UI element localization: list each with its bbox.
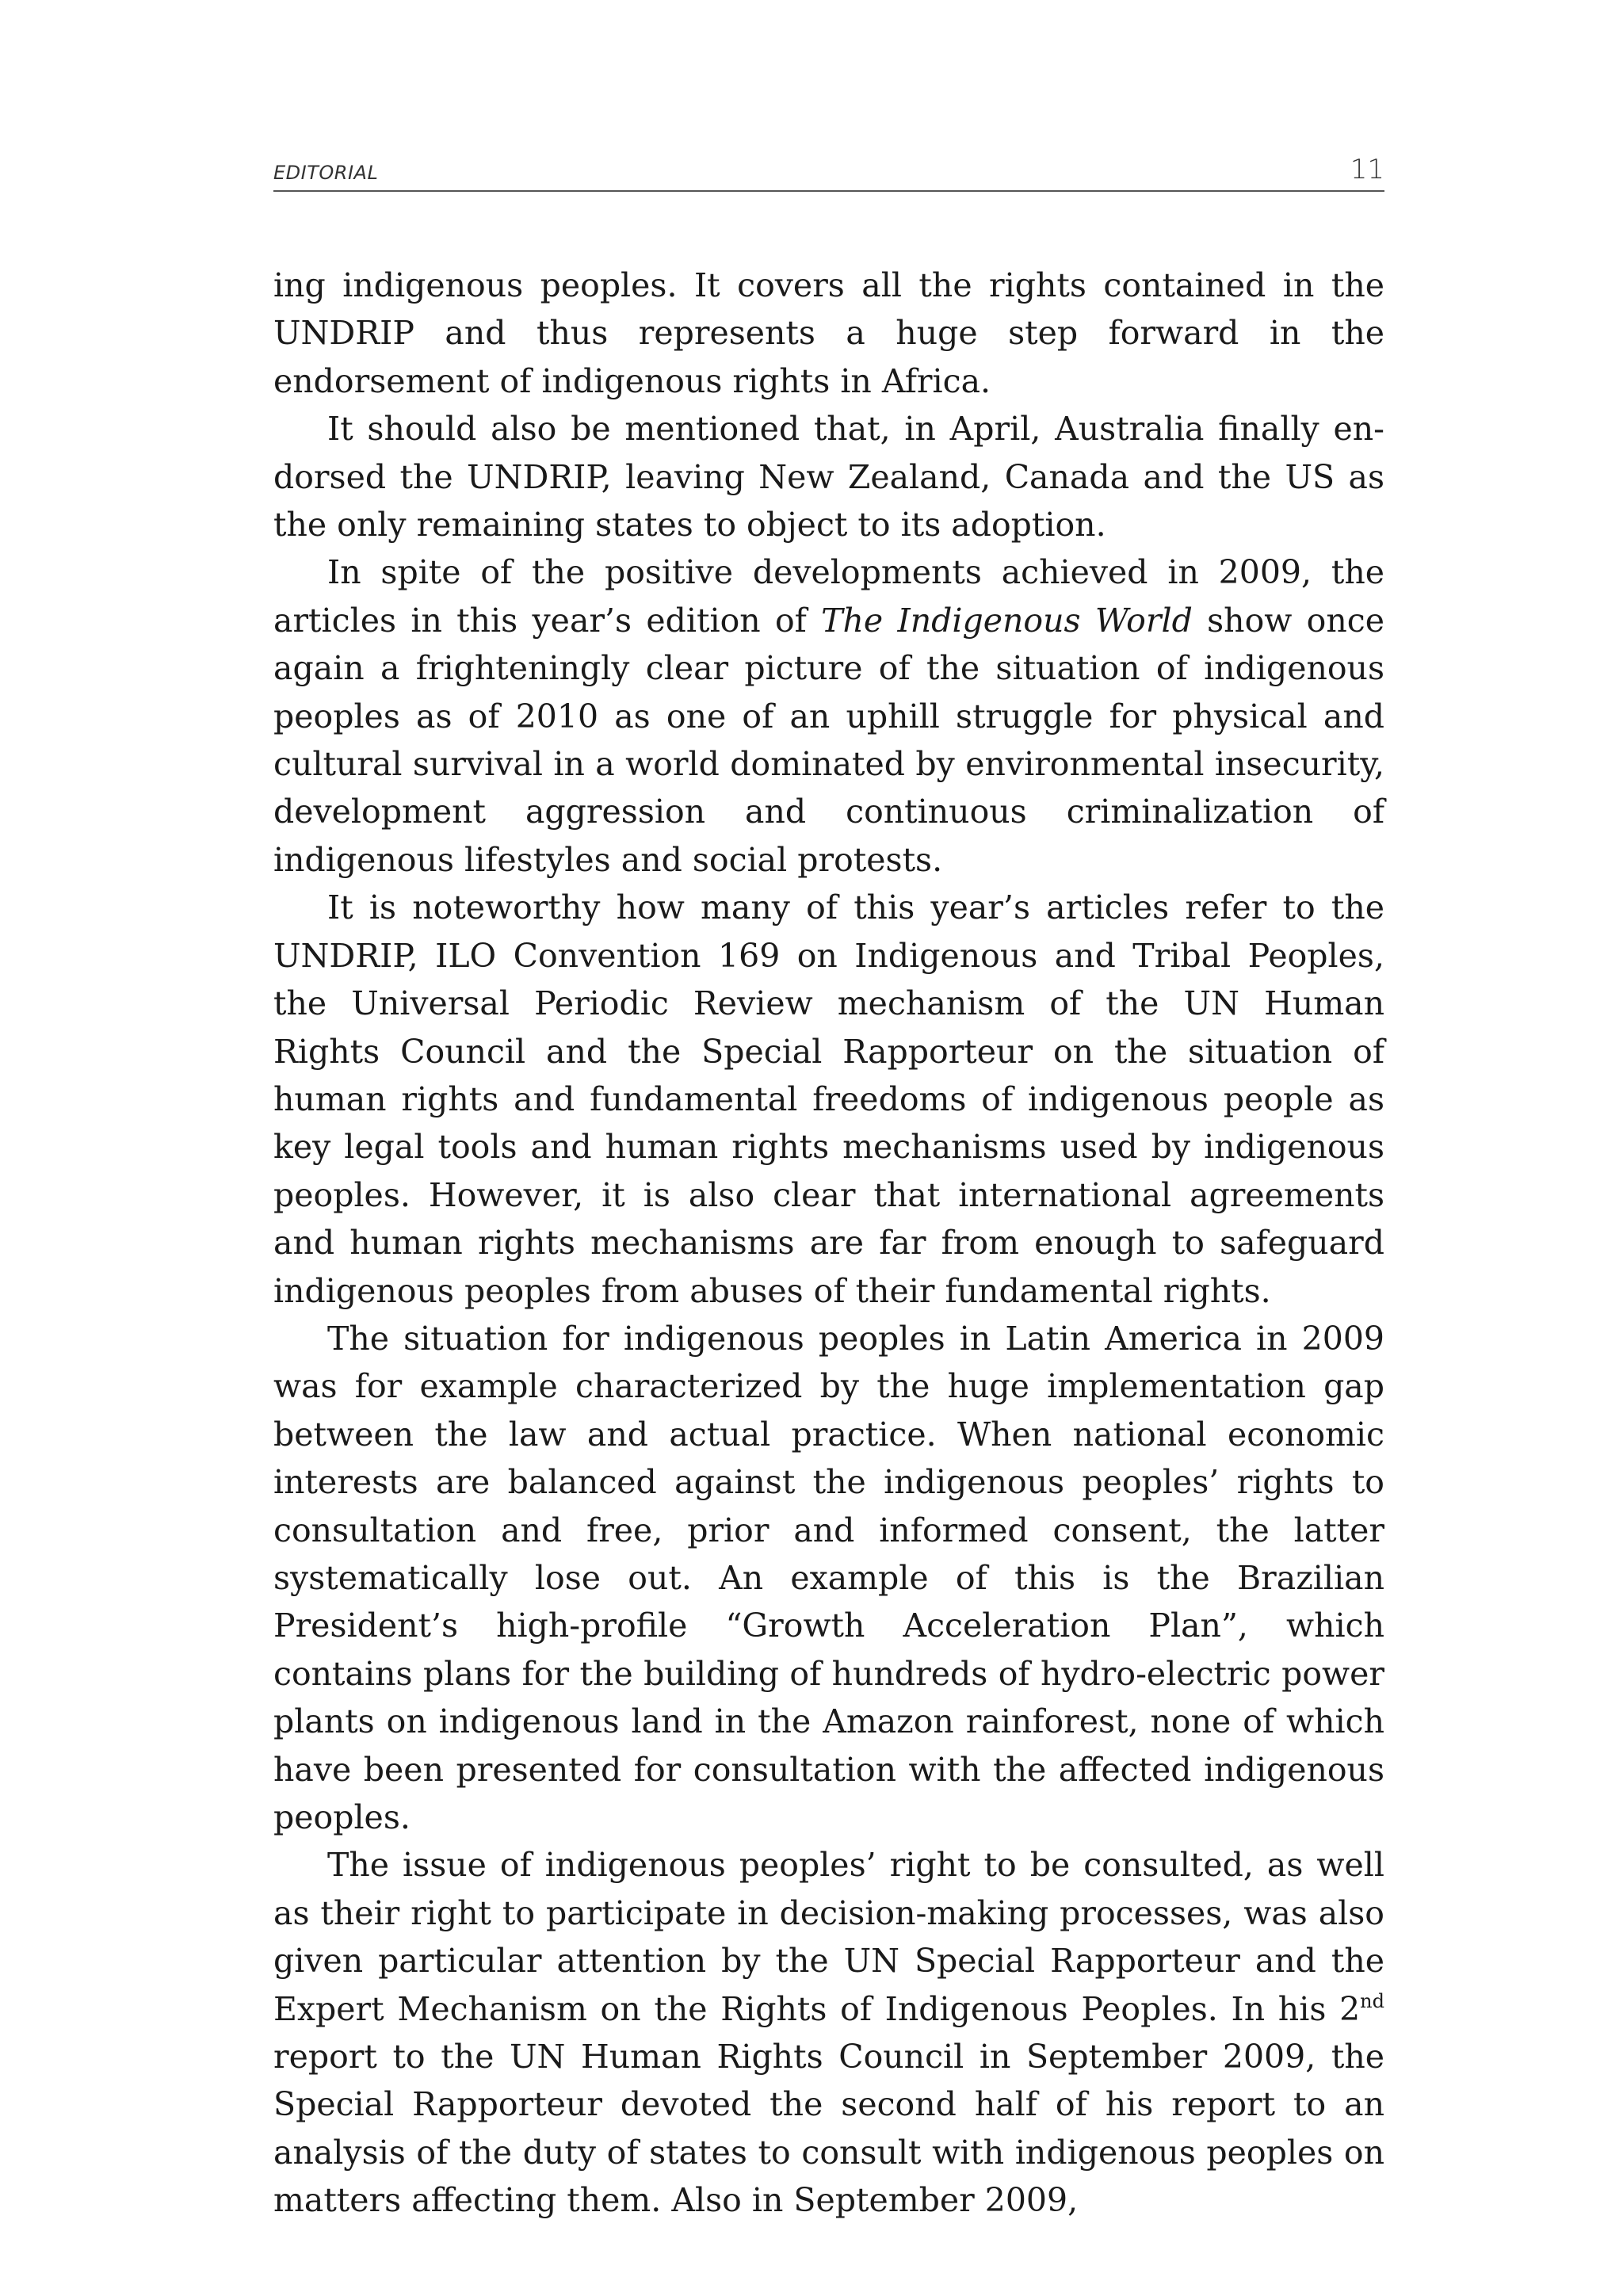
- paragraph-1: ing indigenous peoples. It covers all the rights contained in the UNDRIP and thus represents a huge step forward in the endorsement of indigenous rights in Africa.: [273, 266, 1384, 400]
- paragraph-6: [273, 1841, 1384, 2224]
- paragraph-3-text-after: show once again a frighteningly clear picture of the situation of indigenous peoples as of 2010 as one of an uphill struggle for physical and cultural survival in a world dominated by environmental insecurity, development aggression and continuous criminalization of indigenous lifestyles and social protests.: [273, 601, 1384, 879]
- ordinal-superscript: nd: [1360, 1989, 1384, 2012]
- paragraph-6-text-after: report to the UN Human Rights Council in September 2009, the Special Rapporteur devoted the second half of his report to an analysis of the duty of states to consult with indigenous peoples on matters affecting them. Also in September 2009,: [273, 2038, 1384, 2220]
- paragraph-4: It is noteworthy how many of this year’s articles refer to the UNDRIP, ILO Convention 169 on Indigenous and Tribal Peoples, the Universal Periodic Review mechanism of the UN Human Rights Council and the Special Rapporteur on the situation of human rights and fundamental freedoms of indigenous people as key legal tools and human rights mechanisms used by indigenous peoples. However, it is also clear that international agreements and human rights mechanisms are far from enough to safeguard indigenous peoples from abuses of their fundamental rights.: [273, 888, 1384, 1310]
- paragraph-6-text-before: The issue of indigenous peoples’ right to be consulted, as well as their right to participate in decision-making processes, was also given particular attention by the UN Special Rapporteur and the Expert Mechanism on the Rights of Indigenous Peoples. In his 2: [273, 1846, 1384, 2028]
- running-header: [273, 155, 1384, 192]
- page-number: 11: [1350, 154, 1384, 185]
- paragraph-3: [273, 548, 1384, 884]
- section-title: EDITORIAL: [273, 162, 379, 184]
- paragraph-5: The situation for indigenous peoples in Latin America in 2009 was for example characterized by the huge implementation gap between the law and actual practice. When national economic interests are balanced against the indigenous peoples’ rights to consultation and free, prior and informed consent, the latter systematically lose out. An example of this is the Brazilian President’s high-profile “Growth Acceleration Plan”, which contains plans for the building of hundreds of hydro-electric power plants on indigenous land in the Amazon rainforest, none of which have been presented for consultation with the affected indigenous peoples.: [273, 1319, 1384, 1836]
- publication-title: The Indigenous World: [821, 601, 1193, 640]
- body-text: [273, 262, 1384, 2225]
- paragraph-2: It should also be mentioned that, in April, Australia finally endorsed the UNDRIP, leaving New Zealand, Canada and the US as the only remaining states to object to its adoption.: [273, 410, 1384, 544]
- paragraph-3-text-before: In spite of the positive developments achieved in 2009, the articles in this year’s edition of: [273, 553, 1384, 640]
